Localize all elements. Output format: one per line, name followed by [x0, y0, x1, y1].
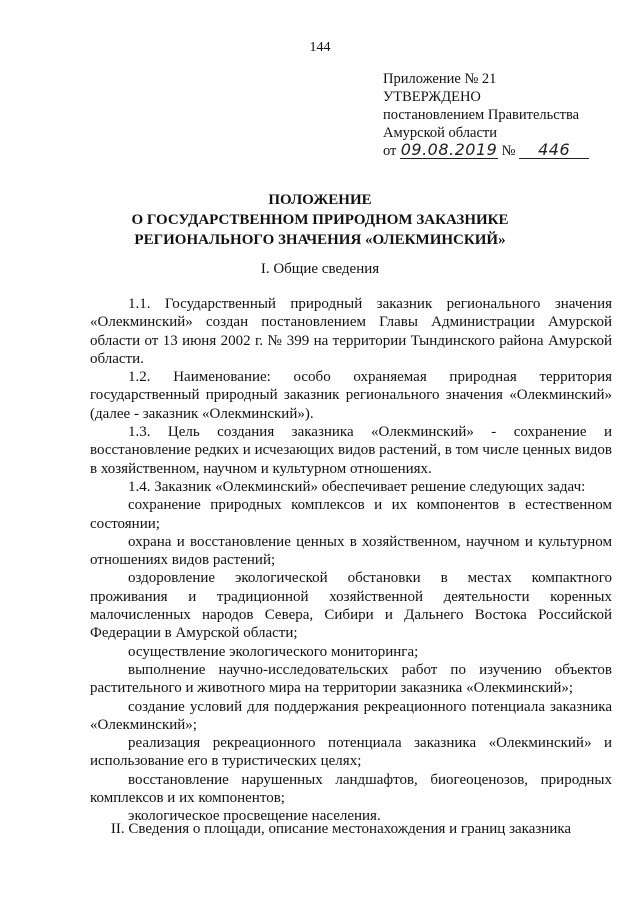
- paragraph: сохранение природных комплексов и их компонентов в естественном состоянии;: [90, 497, 612, 532]
- number-sign: №: [501, 143, 516, 159]
- title-line-3: РЕГИОНАЛЬНОГО ЗНАЧЕНИЯ «ОЛЕКМИНСКИЙ»: [134, 232, 506, 248]
- paragraph: 1.3. Цель создания заказника «Олекминский» - сохранение и восстановление редких и исчезающих видов растений, в том числе ценных видов в хозяйственном, научном и культурном отношениях.: [90, 424, 612, 477]
- body-text: [90, 295, 612, 826]
- paragraph: создание условий для поддержания рекреационного потенциала заказника «Олекминский»;: [90, 698, 612, 733]
- page-number: 144: [309, 40, 331, 55]
- paragraph: осуществление экологического мониторинга;: [128, 643, 419, 660]
- paragraph: оздоровление экологической обстановки в местах компактного проживания и традиционной хозяйственной деятельности коренных малочисленных народов Севера, Сибири и Дальнего Востока Российской Федерации в Амурской области;: [90, 570, 612, 642]
- title-line-2: О ГОСУДАРСТВЕННОМ ПРИРОДНОМ ЗАКАЗНИКЕ: [131, 212, 509, 228]
- date-prefix: от: [383, 143, 397, 159]
- paragraph: восстановление нарушенных ландшафтов, биогеоценозов, природных комплексов и их компонентов;: [90, 771, 612, 807]
- approval-date-line: [383, 142, 613, 160]
- paragraph: 1.1. Государственный природный заказник регионального значения «Олекминский» создан постановлением Главы Администрации Амурской области от 13 июня 2002 г. № 399 на территории Тындинского района Амурской области.: [90, 296, 612, 367]
- section-2-heading: II. Сведения о площади, описание местонахождения и границ заказника: [110, 821, 572, 837]
- handwritten-number: 446: [519, 142, 589, 159]
- paragraph: выполнение научно-исследовательских работ по изучению объектов растительного и животного мира на территории заказника «Олекминский»;: [90, 661, 612, 697]
- paragraph: 1.2. Наименование: особо охраняемая природная территория государственный природный заказник регионального значения «Олекминский» (далее - заказник «Олекминский»).: [90, 369, 612, 422]
- approval-block: [383, 70, 613, 160]
- paragraph: реализация рекреационного потенциала заказника «Олекминский» и использование его в туристических целях;: [90, 735, 612, 770]
- appendix-label: Приложение № 21: [383, 71, 497, 87]
- region-label: Амурской области: [383, 125, 497, 141]
- title-line-1: ПОЛОЖЕНИЕ: [268, 192, 372, 208]
- section-1-heading: I. Общие сведения: [260, 261, 380, 277]
- paragraph: охрана и восстановление ценных в хозяйственном, научном и культурном отношениях видов растений;: [90, 533, 612, 569]
- paragraph: 1.4. Заказник «Олекминский» обеспечивает решение следующих задач:: [128, 478, 586, 495]
- handwritten-date: 09.08.2019: [400, 140, 498, 159]
- resolution-label: постановлением Правительства: [383, 107, 580, 123]
- document-title: [0, 190, 640, 250]
- paragraph: экологическое просвещение населения.: [128, 808, 381, 825]
- approved-label: УТВЕРЖДЕНО: [383, 89, 481, 105]
